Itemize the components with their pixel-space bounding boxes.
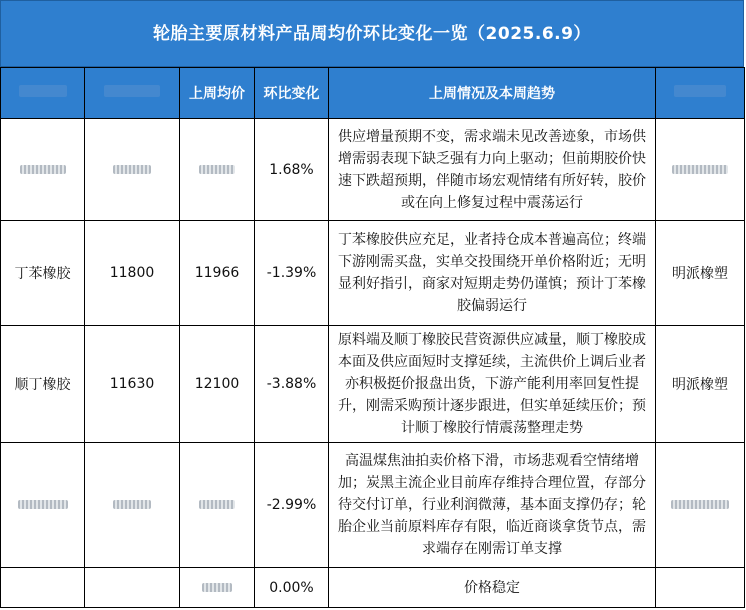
product-name-cell: 丁苯橡胶 [1,221,85,326]
header-last-week-price: 上周均价 [180,68,255,119]
trend-cell: 丁苯橡胶供应充足，业者持仓成本普遍高位；终端下游刚需买盘，实单交投围绕开单价格附近；无明显利好指引，商家对短期走势仍谨慎；预计丁苯橡胶偏弱运行 [329,221,656,326]
last-week-price-cell: 11966 [180,221,255,326]
table-row [1,221,745,326]
last-week-price-cell [180,568,255,608]
change-cell: -1.39% [255,221,329,326]
price-table [0,67,745,608]
trend-cell: 原料端及顺丁橡胶民营资源供应减量，顺丁橡胶成本面及供应面短时支撑延续，主流供价上调后业者亦积极挺价报盘出货，下游产能利用率回复性提升，刚需采购预计逐步跟进，但实单延续压价；预计顺丁橡胶行情震荡整理走势 [329,326,656,443]
header-source [656,68,745,119]
table-row [1,119,745,221]
source-cell: 明派橡塑 [656,326,745,443]
product-name-cell: 顺丁橡胶 [1,326,85,443]
redacted-header [19,85,67,97]
report-title: 轮胎主要原材料产品周均价环比变化一览（2025.6.9） [0,0,744,67]
trend-cell: 价格稳定 [329,568,656,608]
this-week-price-cell [85,119,180,221]
this-week-price-cell: 11800 [85,221,180,326]
product-name-cell [1,443,85,568]
redacted-text [199,165,235,174]
last-week-price-cell: 12100 [180,326,255,443]
redacted-text [18,500,68,509]
source-cell [656,119,745,221]
trend-cell: 高温煤焦油拍卖价格下滑，市场悲观看空情绪增加；炭黑主流企业目前库存维持合理位置，存部分待交付订单，行业利润微薄，基本面支撑仍存；轮胎企业当前原料库存有限，临近商谈拿货节点，需求端存在刚需订单支撑 [329,443,656,568]
last-week-price-cell [180,119,255,221]
header-this-week-price [85,68,180,119]
header-product [1,68,85,119]
change-cell: -3.88% [255,326,329,443]
product-name-cell [1,568,85,608]
redacted-header [674,85,726,97]
redacted-text [20,165,66,174]
table-row [1,326,745,443]
trend-cell: 供应增量预期不变，需求端未见改善迹象，市场供增需弱表现下缺乏强有力向上驱动；但前期胶价快速下跌超预期，伴随市场宏观情绪有所好转，胶价或在向上修复过程中震荡运行 [329,119,656,221]
this-week-price-cell [85,443,180,568]
redacted-text [199,500,235,509]
header-change: 环比变化 [255,68,329,119]
source-cell: 明派橡塑 [656,221,745,326]
redacted-text [113,165,151,174]
this-week-price-cell [85,568,180,608]
redacted-text [113,500,151,509]
product-name-cell [1,119,85,221]
this-week-price-cell: 11630 [85,326,180,443]
redacted-header [104,85,160,97]
table-row [1,568,745,608]
table-header-row [1,68,745,119]
last-week-price-cell [180,443,255,568]
change-cell: 1.68% [255,119,329,221]
source-cell [656,443,745,568]
table-row [1,443,745,568]
source-cell [656,568,745,608]
redacted-text [672,165,728,174]
header-trend: 上周情况及本周趋势 [329,68,656,119]
redacted-text [671,500,729,509]
change-cell: -2.99% [255,443,329,568]
redacted-text [202,583,232,592]
change-cell: 0.00% [255,568,329,608]
